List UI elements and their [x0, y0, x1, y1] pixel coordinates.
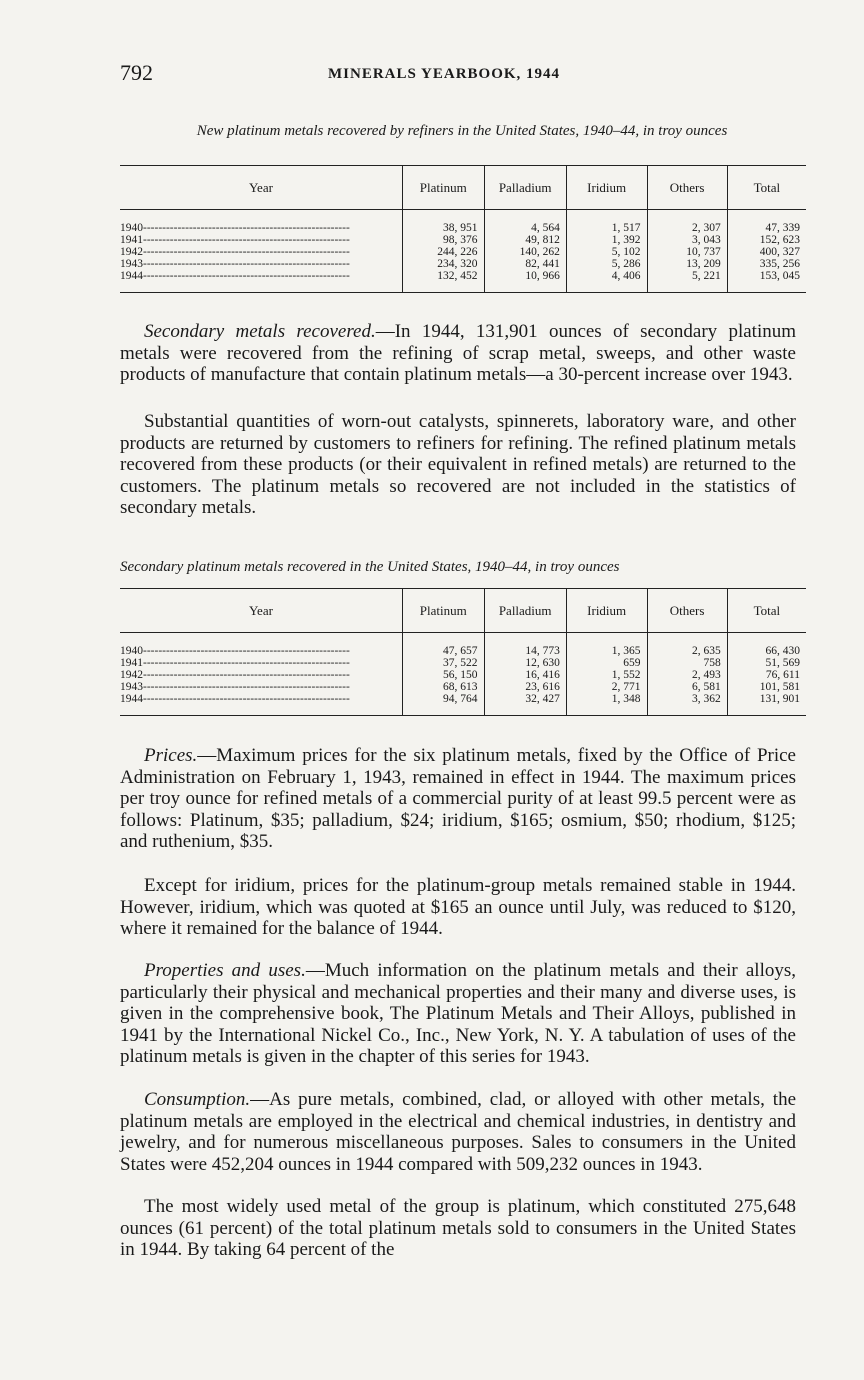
year-cell: 1943------------------------------------------------------ [120, 258, 350, 270]
iridium-cell: 5, 286 [566, 258, 647, 270]
column-header-platinum: Platinum [402, 589, 484, 633]
column-header-palladium: Palladium [484, 589, 566, 633]
table-row [120, 246, 806, 258]
paragraph-iridium-prices [120, 875, 796, 940]
table-row [120, 258, 806, 270]
others-cell: 2, 307 [647, 210, 727, 235]
year-cell: 1942------------------------------------------------------ [120, 669, 350, 681]
others-cell: 5, 221 [647, 270, 727, 293]
year-cell: 1940------------------------------------------------------ [120, 222, 350, 234]
platinum-cell: 47, 657 [402, 633, 484, 658]
palladium-cell: 10, 966 [484, 270, 566, 293]
year-cell: 1940------------------------------------------------------ [120, 645, 350, 657]
platinum-cell: 94, 764 [402, 693, 484, 716]
platinum-cell: 37, 522 [402, 657, 484, 669]
total-cell: 51, 569 [727, 657, 806, 669]
iridium-cell: 1, 517 [566, 210, 647, 235]
paragraph-secondary-metals [120, 321, 796, 386]
column-header-palladium: Palladium [484, 166, 566, 210]
paragraph-lead: Prices. [144, 745, 198, 766]
paragraph-platinum-share [120, 1196, 796, 1261]
table2-caption: Secondary platinum metals recovered in the United States, 1940–44, in troy ounces [120, 559, 620, 575]
paragraph-text: —In 1944, 131,901 ounces of secondary platinum metals were recovered from the refining of scrap metal, sweeps, and other waste products of manufacture that contain platinum metals—a 30-percent increase over 1943. [120, 321, 797, 385]
paragraph-lead: Secondary metals recovered. [144, 321, 376, 342]
palladium-cell: 16, 416 [484, 669, 566, 681]
paragraph-text: —Maximum prices for the six platinum metals, fixed by the Office of Price Administration on February 1, 1943, remained in effect in 1944. The maximum prices per troy ounce for refined metals of a commercial purity of at least 99.5 percent were as follows: Platinum, $35; palladium, $24; iridium, $165; osmium, $50; rhodium, $125; and ruthenium, $35. [120, 745, 796, 852]
table-row [120, 210, 806, 235]
running-title: MINERALS YEARBOOK, 1944 [328, 66, 561, 82]
iridium-cell: 1, 552 [566, 669, 647, 681]
platinum-cell: 38, 951 [402, 210, 484, 235]
others-cell: 10, 737 [647, 246, 727, 258]
column-header-platinum: Platinum [402, 166, 484, 210]
table-header-row [120, 166, 806, 210]
paragraph-lead: Properties and uses. [144, 960, 306, 981]
iridium-cell: 5, 102 [566, 246, 647, 258]
others-cell: 13, 209 [647, 258, 727, 270]
iridium-cell: 1, 392 [566, 234, 647, 246]
page-number: 792 [120, 60, 153, 85]
table-header-row [120, 589, 806, 633]
table-secondary-platinum-metals [120, 588, 806, 716]
others-cell: 3, 043 [647, 234, 727, 246]
paragraph-properties-uses [120, 960, 796, 1068]
column-header-iridium: Iridium [566, 166, 647, 210]
paragraph-text: —As pure metals, combined, clad, or alloyed with other metals, the platinum metals are employed in the electrical and chemical industries, in dentistry and jewelry, and for numerous miscellaneous purposes. Sales to consumers in the United States were 452,204 ounces in 1944 compared with 509,232 ounces in 1943. [120, 1089, 796, 1175]
total-cell: 131, 901 [727, 693, 806, 716]
year-cell: 1941------------------------------------------------------ [120, 234, 350, 246]
paragraph-text: Substantial quantities of worn-out catalysts, spinnerets, laboratory ware, and other products are returned by customers to refiners for refining. The refined platinum metals recovered from these products (or their equivalent in refined metals) are returned to the customers. The platinum metals so recovered are not included in the statistics of secondary metals. [120, 411, 796, 518]
column-header-total: Total [727, 589, 806, 633]
year-cell: 1941------------------------------------------------------ [120, 657, 350, 669]
year-cell: 1944------------------------------------------------------ [120, 693, 350, 705]
table-new-platinum-metals [120, 165, 806, 293]
total-cell: 101, 581 [727, 681, 806, 693]
table-row [120, 669, 806, 681]
table-row [120, 693, 806, 716]
total-cell: 76, 611 [727, 669, 806, 681]
iridium-cell: 4, 406 [566, 270, 647, 293]
paragraph-text: Except for iridium, prices for the platinum-group metals remained stable in 1944. However, iridium, which was quoted at $165 an ounce until July, was reduced to $120, where it remained for the balance of 1944. [120, 875, 796, 939]
paragraph-prices [120, 745, 796, 853]
iridium-cell: 1, 365 [566, 633, 647, 658]
year-cell: 1944------------------------------------------------------ [120, 270, 350, 282]
paragraph-consumption [120, 1089, 796, 1175]
total-cell: 400, 327 [727, 246, 806, 258]
others-cell: 6, 581 [647, 681, 727, 693]
paragraph-text: —Much information on the platinum metals and their alloys, particularly their physical and mechanical properties and their many and diverse uses, is given in the comprehensive book, The Platinum Metals and Their Alloys, published in 1941 by the International Nickel Co., Inc., New York, N. Y. A tabulation of uses of the platinum metals is given in the chapter of this series for 1943. [120, 960, 796, 1067]
palladium-cell: 12, 630 [484, 657, 566, 669]
total-cell: 153, 045 [727, 270, 806, 293]
platinum-cell: 132, 452 [402, 270, 484, 293]
year-cell: 1943------------------------------------------------------ [120, 681, 350, 693]
platinum-cell: 234, 320 [402, 258, 484, 270]
iridium-cell: 1, 348 [566, 693, 647, 716]
table-row [120, 633, 806, 658]
others-cell: 3, 362 [647, 693, 727, 716]
column-header-year: Year [120, 589, 402, 633]
others-cell: 2, 493 [647, 669, 727, 681]
table1-caption: New platinum metals recovered by refiners in the United States, 1940–44, in troy ounces [196, 123, 728, 139]
palladium-cell: 140, 262 [484, 246, 566, 258]
table-row [120, 234, 806, 246]
column-header-total: Total [727, 166, 806, 210]
palladium-cell: 14, 773 [484, 633, 566, 658]
platinum-cell: 244, 226 [402, 246, 484, 258]
total-cell: 152, 623 [727, 234, 806, 246]
page-header [120, 60, 800, 90]
column-header-others: Others [647, 166, 727, 210]
paragraph-text: The most widely used metal of the group is platinum, which constituted 275,648 ounces (61 percent) of the total platinum metals sold to consumers in the United States in 1944. By taking 64 percent of the [120, 1196, 796, 1260]
others-cell: 2, 635 [647, 633, 727, 658]
paragraph-lead: Consumption. [144, 1089, 251, 1110]
platinum-cell: 56, 150 [402, 669, 484, 681]
palladium-cell: 23, 616 [484, 681, 566, 693]
table-row [120, 270, 806, 293]
iridium-cell: 2, 771 [566, 681, 647, 693]
others-cell: 758 [647, 657, 727, 669]
total-cell: 47, 339 [727, 210, 806, 235]
table-row [120, 681, 806, 693]
palladium-cell: 4, 564 [484, 210, 566, 235]
table-row [120, 657, 806, 669]
column-header-year: Year [120, 166, 402, 210]
total-cell: 66, 430 [727, 633, 806, 658]
platinum-cell: 68, 613 [402, 681, 484, 693]
year-cell: 1942------------------------------------------------------ [120, 246, 350, 258]
platinum-cell: 98, 376 [402, 234, 484, 246]
paragraph-returned-products [120, 411, 796, 519]
palladium-cell: 82, 441 [484, 258, 566, 270]
column-header-others: Others [647, 589, 727, 633]
palladium-cell: 32, 427 [484, 693, 566, 716]
iridium-cell: 659 [566, 657, 647, 669]
column-header-iridium: Iridium [566, 589, 647, 633]
palladium-cell: 49, 812 [484, 234, 566, 246]
total-cell: 335, 256 [727, 258, 806, 270]
